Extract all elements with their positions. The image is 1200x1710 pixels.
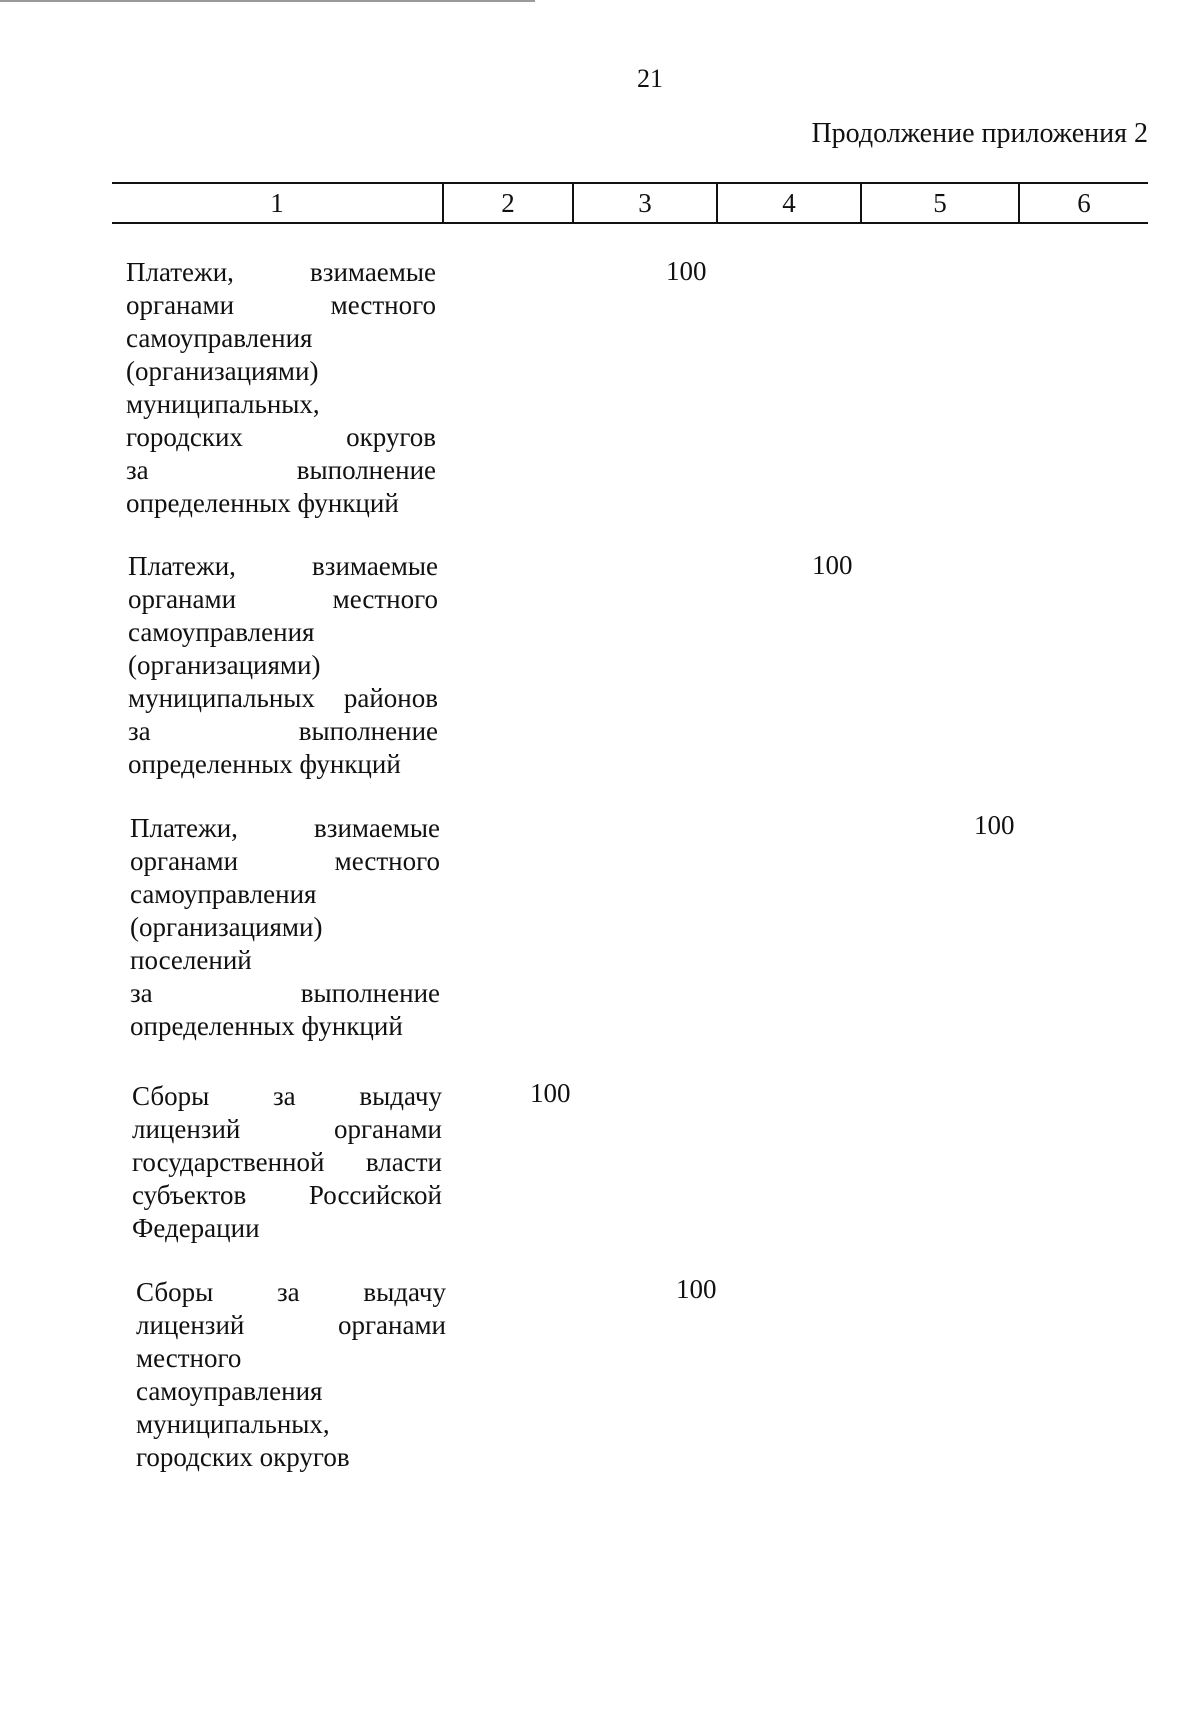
column-header-6: 6 xyxy=(1077,188,1091,218)
column-header-1: 1 xyxy=(270,188,284,218)
row-name-line: органами местного xyxy=(130,846,440,876)
row-name-line: государственной власти xyxy=(132,1147,442,1177)
row-name-line: за выполнение xyxy=(126,455,436,485)
row-name-line: за выполнение xyxy=(130,978,440,1008)
cell-value-col2: 100 xyxy=(530,1078,571,1108)
column-header-2: 2 xyxy=(501,188,515,218)
column-header-4: 4 xyxy=(782,188,796,218)
cell-value-col3: 100 xyxy=(666,256,707,286)
row-name-line: лицензий органами xyxy=(136,1310,446,1340)
row-name xyxy=(132,1080,442,1245)
continuation-heading: Продолжение приложения 2 xyxy=(811,118,1148,149)
cell-value-col5: 100 xyxy=(974,810,1015,840)
row-name-line: муниципальных, xyxy=(136,1409,330,1439)
row-name-line: местного xyxy=(136,1343,242,1373)
row-name-line: Сборы за выдачу xyxy=(132,1081,442,1111)
row-name-line: Платежи, взимаемые xyxy=(130,813,440,843)
scan-edge-line xyxy=(0,0,535,2)
column-header-5: 5 xyxy=(933,188,947,218)
row-name-line: субъектов Российской xyxy=(132,1180,442,1210)
row-name-line: муниципальных, xyxy=(126,389,320,419)
row-name-line: (организациями) xyxy=(126,356,319,386)
row-name-line: самоуправления xyxy=(126,323,313,353)
row-name-line: органами местного xyxy=(126,290,436,320)
page-number: 21 xyxy=(637,64,663,93)
row-name-line: муниципальных районов xyxy=(128,683,438,713)
row-name xyxy=(136,1276,446,1474)
row-name-line: городских округов xyxy=(136,1442,350,1472)
row-name-line: за выполнение xyxy=(128,716,438,746)
row-name-line: поселений xyxy=(130,945,252,975)
column-header-3: 3 xyxy=(638,188,652,218)
row-name xyxy=(128,550,438,781)
row-name-line: Сборы за выдачу xyxy=(136,1277,446,1307)
row-name xyxy=(130,812,440,1043)
row-name-line: (организациями) xyxy=(128,650,321,680)
row-name-line: лицензий органами xyxy=(132,1114,442,1144)
row-name-line: городских округов xyxy=(126,422,436,452)
row-name-line: самоуправления xyxy=(128,617,315,647)
row-name-line: определенных функций xyxy=(126,488,399,518)
row-name-line: определенных функций xyxy=(130,1011,403,1041)
row-name-line: самоуправления xyxy=(130,879,317,909)
row-name xyxy=(126,256,436,520)
row-name-line: Платежи, взимаемые xyxy=(126,257,436,287)
cell-value-col4: 100 xyxy=(812,550,853,580)
cell-value-col3: 100 xyxy=(676,1274,717,1304)
header-rule-bottom xyxy=(112,222,1148,224)
row-name-line: Федерации xyxy=(132,1213,260,1243)
row-name-line: самоуправления xyxy=(136,1376,323,1406)
row-name-line: Платежи, взимаемые xyxy=(128,551,438,581)
row-name-line: органами местного xyxy=(128,584,438,614)
row-name-line: определенных функций xyxy=(128,749,401,779)
row-name-line: (организациями) xyxy=(130,912,323,942)
